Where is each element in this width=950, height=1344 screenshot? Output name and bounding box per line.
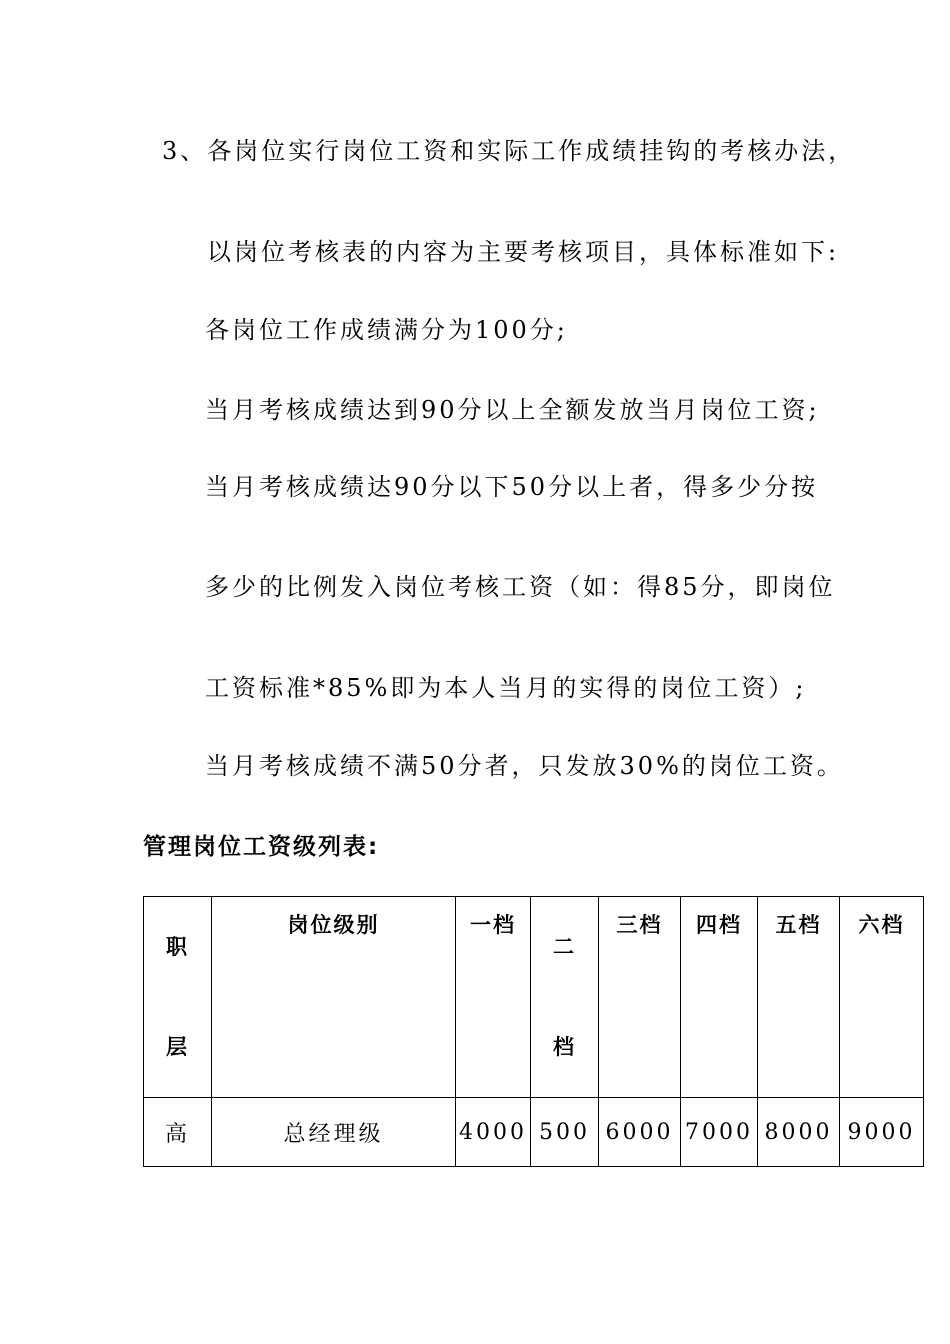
- paragraph-4: 当月考核成绩达到90分以上全额发放当月岗位工资;: [205, 396, 820, 424]
- salary-table: [143, 896, 924, 1167]
- header-cell-grade-2: 二档: [531, 897, 599, 1098]
- table-cell: 总经理级: [212, 1098, 456, 1167]
- table-cell: 7000: [681, 1098, 758, 1167]
- table-cell: 高: [144, 1098, 212, 1167]
- paragraph-8: 当月考核成绩不满50分者，只发放30%的岗位工资。: [205, 752, 844, 780]
- paragraph-2: 以岗位考核表的内容为主要考核项目，具体标准如下:: [207, 238, 840, 266]
- table-cell: 9000: [840, 1098, 924, 1167]
- header-cell-grade-4: 四档: [681, 897, 758, 1098]
- paragraph-6: 多少的比例发入岗位考核工资（如：得85分，即岗位: [205, 573, 836, 601]
- header-cell-grade-5: 五档: [758, 897, 840, 1098]
- table-header-row: [144, 897, 924, 1098]
- table-cell: 500: [531, 1098, 599, 1167]
- header-cell-grade-1: 一档: [456, 897, 531, 1098]
- header-cell-grade-3: 三档: [599, 897, 681, 1098]
- header-cell-level: 职层: [144, 897, 212, 1098]
- paragraph-5: 当月考核成绩达90分以下50分以上者，得多少分按: [205, 473, 819, 501]
- table-cell: 6000: [599, 1098, 681, 1167]
- header-cell-grade-6: 六档: [840, 897, 924, 1098]
- table-cell: 4000: [456, 1098, 531, 1167]
- paragraph-7: 工资标准*85%即为本人当月的实得的岗位工资）;: [205, 674, 807, 702]
- paragraph-3: 各岗位工作成绩满分为100分;: [205, 316, 568, 344]
- paragraph-1: 3、各岗位实行岗位工资和实际工作成绩挂钩的考核办法，: [162, 137, 856, 165]
- header-cell-position: 岗位级别: [212, 897, 456, 1098]
- table-title: 管理岗位工资级列表:: [143, 834, 380, 860]
- table-row: [144, 1098, 924, 1167]
- table-cell: 8000: [758, 1098, 840, 1167]
